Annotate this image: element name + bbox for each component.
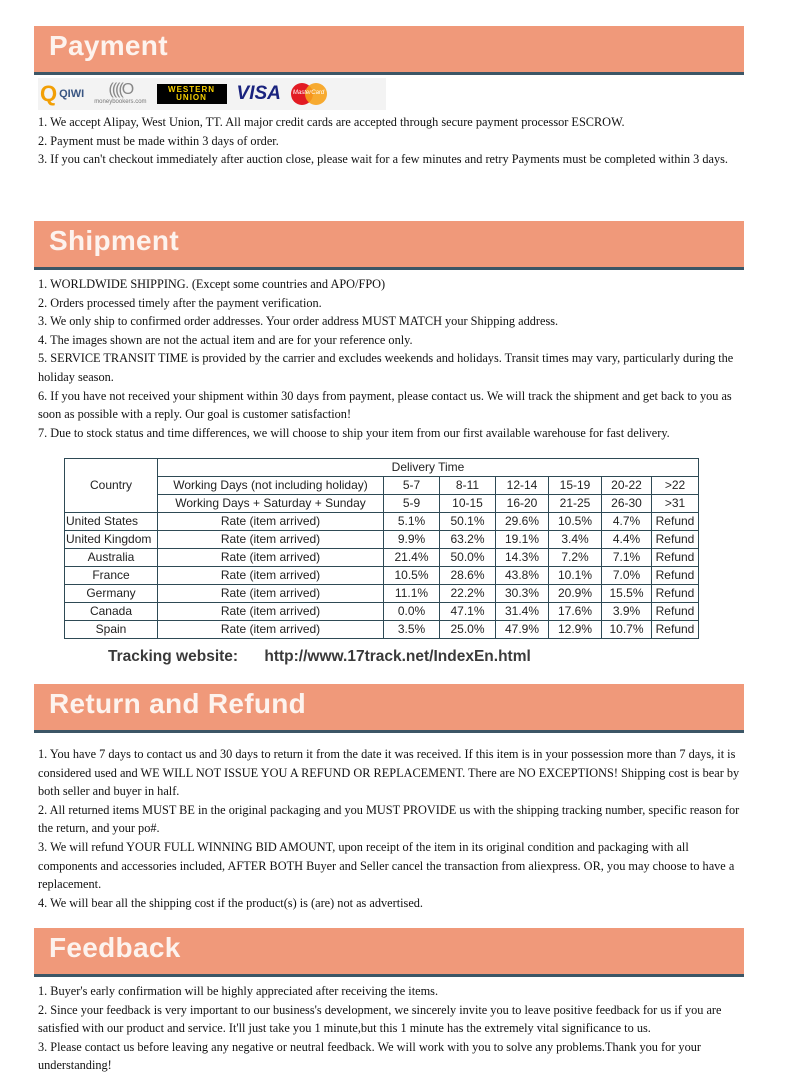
return-item: 3. We will refund YOUR FULL WINNING BID AMOUNT, upon receipt of the item in its original condition and packaging with all components and accessories included, AFTER BOTH Buyer and Seller cancel the transaction from aliexpress. OR, you may choose to have a replacement.	[38, 839, 735, 892]
calendar-days-row: Working Days + Saturday + Sunday 5-9 10-15 16-20 21-25 26-30 >31	[65, 495, 699, 513]
feedback-item: 3. Please contact us before leaving any negative or neutral feedback. We will work with you to solve any problems.Thank you for your understanding!	[38, 1039, 701, 1073]
delivery-time-header: Delivery Time	[158, 459, 699, 477]
shipment-item: 6. If you have not received your shipment within 30 days from payment, please contact us. We will track the shipment and get back to you as soon as possible with a reply. Our goal is customer satisfaction!	[38, 388, 732, 422]
feedback-item: 2. Since your feedback is very important to our business's development, we sincerely invite you to leave positive feedback for us if you are satisfied with our product and service. It'll just take you 1 minute,but this 1 minute has the extremely vital significance to us.	[38, 1002, 722, 1036]
feedback-title: Feedback	[49, 932, 181, 963]
return-refund-title: Return and Refund	[49, 688, 307, 719]
table-row: United States Rate (item arrived) 5.1% 50.1% 29.6% 10.5% 4.7% Refund	[65, 513, 699, 531]
table-row: Canada Rate (item arrived) 0.0% 47.1% 31.4% 17.6% 3.9% Refund	[65, 603, 699, 621]
moneybookers-logo-icon: ((((O moneybookers.com	[94, 81, 147, 105]
shipment-terms	[38, 275, 750, 442]
shipment-item: 7. Due to stock status and time differences, we will choose to ship your item from our first available warehouse for fast delivery.	[38, 425, 670, 440]
payment-item: 3. If you can't checkout immediately after auction close, please wait for a few minutes and retry Payments must be completed within 3 days.	[38, 152, 728, 167]
mastercard-logo-icon: MasterCard	[291, 83, 327, 105]
feedback-terms	[38, 982, 750, 1075]
shipment-title: Shipment	[49, 225, 179, 256]
country-header: Country	[65, 459, 158, 513]
shipment-item: 4. The images shown are not the actual item and are for your reference only.	[38, 332, 413, 347]
return-refund-banner	[34, 684, 744, 733]
return-item: 1. You have 7 days to contact us and 30 days to return it from the date it was received. If this item is in your possession more than 7 days, it is considered used and WE WILL NOT ISSUE YOU A REFUND OR REPLACEMENT. There are NO EXCEPTIONS! Shipping cost is bear by both seller and buyer in half.	[38, 747, 740, 799]
delivery-time-table	[64, 458, 699, 639]
tracking-url-link[interactable]: http://www.17track.net/IndexEn.html	[264, 648, 531, 665]
table-row: Spain Rate (item arrived) 3.5% 25.0% 47.9% 12.9% 10.7% Refund	[65, 621, 699, 639]
return-item: 2. All returned items MUST BE in the original packaging and you MUST PROVIDE us with the shipping tracking number, specific reason for the return, and your po#.	[38, 802, 740, 836]
western-union-logo-icon: WESTERN UNION	[157, 84, 227, 104]
payment-item: 1. We accept Alipay, West Union, TT. All major credit cards are accepted through secure payment processor ESCROW.	[38, 115, 625, 129]
table-row: United Kingdom Rate (item arrived) 9.9% 63.2% 19.1% 3.4% 4.4% Refund	[65, 531, 699, 549]
table-row: Germany Rate (item arrived) 11.1% 22.2% 30.3% 20.9% 15.5% Refund	[65, 585, 699, 603]
visa-logo-icon: VISA	[236, 83, 281, 104]
qiwi-logo-icon: Q QIWI	[40, 81, 85, 106]
shipment-banner	[34, 221, 744, 270]
return-refund-terms	[38, 745, 750, 912]
tracking-website	[108, 648, 531, 666]
shipment-item: 5. SERVICE TRANSIT TIME is provided by the carrier and excludes weekends and holidays. Transit times may vary, particularly during the holiday season.	[38, 351, 734, 384]
payment-item: 2. Payment must be made within 3 days of order.	[38, 133, 279, 148]
shipment-item: 3. We only ship to confirmed order addresses. Your order address MUST MATCH your Shipping address.	[38, 314, 559, 329]
payment-title: Payment	[49, 30, 168, 61]
working-days-row: Working Days (not including holiday) 5-7 8-11 12-14 15-19 20-22 >22	[65, 477, 699, 495]
table-row: France Rate (item arrived) 10.5% 28.6% 43.8% 10.1% 7.0% Refund	[65, 567, 699, 585]
payment-banner	[34, 26, 744, 75]
feedback-banner	[34, 928, 744, 977]
tracking-label: Tracking website:	[108, 648, 239, 665]
feedback-item: 1. Buyer's early confirmation will be highly appreciated after receiving the items.	[38, 984, 439, 998]
table-row: Australia Rate (item arrived) 21.4% 50.0% 14.3% 7.2% 7.1% Refund	[65, 549, 699, 567]
shipment-item: 2. Orders processed timely after the payment verification.	[38, 295, 322, 310]
shipment-item: 1. WORLDWIDE SHIPPING. (Except some countries and APO/FPO)	[38, 277, 386, 291]
payment-logos	[38, 78, 386, 110]
return-item: 4. We will bear all the shipping cost if the product(s) is (are) not as advertised.	[38, 895, 424, 910]
payment-terms	[38, 113, 750, 169]
